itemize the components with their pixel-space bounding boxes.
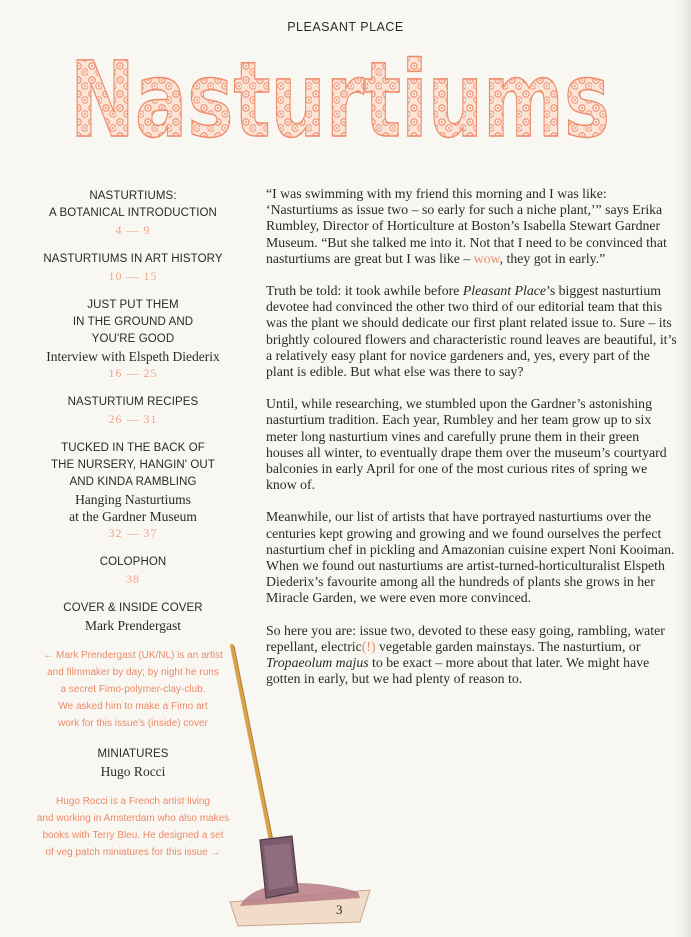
title-text: Nasturtiums — [70, 48, 610, 148]
toc-heading: TUCKED IN THE BACK OF — [61, 442, 205, 454]
paragraph-4: Meanwhile, our list of artists that have portrayed nasturtiums over the centuries kept growing and growing and we found ourselves the perfect nasturtium chef in pickling and Amazonian cuisine expert Noni Kooiman. When we found out nasturtiums are artist-turned-horticulturalist Elspeth Diederix’s favourite among all the hundreds of plants she grows in her Miracle Garden, we were even more convinced. — [266, 509, 675, 606]
toc-heading: NASTURTIUMS: — [89, 190, 177, 202]
toc-subtitle: Hugo Rocci — [100, 764, 166, 779]
toc-entry[interactable] — [14, 251, 252, 284]
note-line: books with Terry Bleu. He designed a set — [42, 830, 224, 841]
toc-subtitle: Hanging Nasturtiums — [75, 492, 191, 507]
toc-entries — [14, 188, 252, 634]
paragraph-5: So here you are: issue two, devoted to these easy going, rambling, water repellant, electric(!) vegetable garden mainstays. The nasturtium, or Tropaeolum majus to be exact – more about that later. We might have gotten in early, but we had plenty of reason to. — [266, 622, 665, 687]
cover-artist-note — [14, 647, 252, 732]
toc-entry[interactable] — [14, 554, 252, 587]
toc-page-range: 10 — 15 — [108, 269, 158, 283]
note-line: a secret Fimo-polymer-clay-club. — [60, 684, 206, 695]
toc-subtitle: Mark Prendergast — [84, 618, 182, 633]
toc-subtitle: at the Gardner Museum — [69, 509, 197, 524]
shovel-illustration — [220, 640, 380, 930]
toc-heading: MINIATURES — [97, 748, 169, 760]
note-line: We asked him to make a Fimo art — [58, 701, 208, 712]
toc-page-range: 32 — 37 — [108, 526, 158, 540]
toc-entry[interactable] — [14, 297, 252, 381]
title-flower-lettering — [60, 48, 620, 148]
toc-heading: AND KINDA RAMBLING — [69, 476, 197, 488]
toc-subtitle: Interview with Elspeth Diederix — [46, 349, 220, 364]
toc-heading: NASTURTIUMS IN ART HISTORY — [43, 253, 223, 265]
toc-entry[interactable] — [14, 188, 252, 238]
toc-page-range: 16 — 25 — [108, 366, 158, 380]
note-line: and working in Amsterdam who also makes — [36, 813, 230, 824]
editorial-text — [266, 186, 678, 703]
toc-page-range: 38 — [126, 572, 140, 586]
paragraph-2: Truth be told: it took awhile before Pleasant Place’s biggest nasturtium devotee had convinced the other two third of our editorial team that this was the plant we should dedicate our first plant related issue to. Sure – its brightly coloured flowers and characteristic round leaves are beautiful, it’s a relatively easy plant for novice gardeners and, yes, every part of the plant is edible. But what else was there to say? — [266, 283, 677, 380]
note-line: work for this issue's (inside) cover — [58, 718, 208, 729]
toc-entry[interactable] — [14, 394, 252, 427]
magazine-name: PLEASANT PLACE — [287, 20, 404, 34]
note-line: and filmmaker by day; by night he runs — [47, 667, 219, 678]
toc-heading: COVER & INSIDE COVER — [63, 602, 203, 614]
toc-entry[interactable] — [14, 600, 252, 634]
highlight-mark: (!) — [361, 638, 376, 654]
page-edge-shadow — [677, 0, 691, 937]
latin-name-italic: Tropaeolum majus — [266, 655, 369, 671]
toc-heading: IN THE GROUND AND — [72, 316, 194, 328]
note-line: Hugo Rocci is a French artist living — [56, 796, 210, 807]
page-title — [60, 48, 620, 148]
toc-heading: YOU'RE GOOD — [91, 333, 175, 345]
note-line: of veg patch miniatures for this issue → — [45, 847, 221, 858]
paragraph-1: “I was swimming with my friend this morning and I was like: ‘Nasturtiums as issue two – so early for such a niche plant,’” says Erika Rumbley, Director of Horticulture at Boston’s Isabella Stewart Gardner Museum. “But she talked me into it. Not that I need to be convinced that nasturtiums are great but I was like – wow, they got in early.” — [266, 186, 667, 266]
page-number: 3 — [336, 902, 343, 917]
toc-page-range: 4 — 9 — [115, 223, 151, 237]
toc-entry-miniatures[interactable] — [14, 746, 252, 780]
miniatures-artist-note — [14, 793, 252, 861]
magazine-title-italic: Pleasant Place — [462, 283, 546, 299]
toc-heading: NASTURTIUM RECIPES — [67, 396, 199, 408]
table-of-contents — [14, 188, 252, 875]
toc-heading: A BOTANICAL INTRODUCTION — [49, 207, 217, 219]
toc-heading: COLOPHON — [99, 556, 167, 568]
toc-heading: JUST PUT THEM — [87, 299, 179, 311]
paragraph-3: Until, while researching, we stumbled upon the Gardner’s astonishing nasturtium tradition. Each year, Rumbley and her team grow up to six meter long nasturtium vines and carefully prune them in their green houses all winter, to eventually drape them over the museum’s courtyard balconies in early April for one of the most curious rites of spring we know of. — [266, 396, 667, 493]
highlight-word: wow — [473, 250, 500, 266]
note-line: ← Mark Prendergast (UK/NL) is an artist — [43, 650, 223, 661]
toc-heading: THE NURSERY, HANGIN' OUT — [51, 459, 215, 471]
toc-entry[interactable] — [14, 440, 252, 541]
shovel-icon — [220, 640, 380, 930]
toc-page-range: 26 — 31 — [108, 412, 158, 426]
